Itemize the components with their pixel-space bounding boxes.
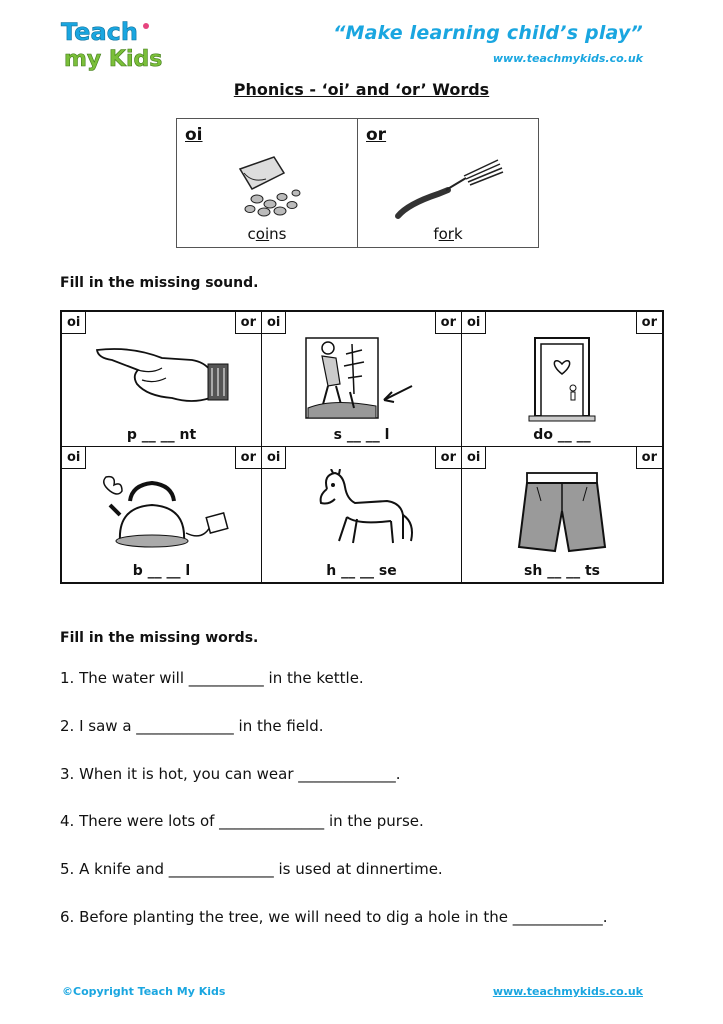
key-sound-label: oi	[185, 125, 203, 145]
tag-or: or	[636, 447, 662, 469]
sentence-6: 6. Before planting the tree, we will need to dig a hole in the ____________.	[60, 908, 608, 926]
word-blank: do __ __	[533, 427, 591, 443]
word-blank: h __ __ se	[326, 563, 397, 579]
tag-or: or	[435, 447, 461, 469]
key-cell-or	[357, 119, 538, 247]
sentence-3: 3. When it is hot, you can wear _____________.	[60, 765, 401, 783]
section2-instruction: Fill in the missing words.	[60, 630, 259, 646]
grid-cell-horse	[262, 447, 462, 582]
header-website-link[interactable]: www.teachmykids.co.uk	[492, 52, 643, 65]
key-sound-label: or	[366, 125, 387, 145]
tag-oi: oi	[262, 312, 286, 334]
door-icon	[527, 336, 597, 422]
page-title: Phonics - ‘oi’ and ‘or’ Words	[233, 80, 490, 99]
footer-website-link[interactable]: www.teachmykids.co.uk	[492, 985, 643, 998]
svg-text:Teach: Teach	[61, 18, 138, 46]
tag-oi: oi	[462, 447, 486, 469]
tag-or: or	[235, 447, 261, 469]
shorts-icon	[517, 471, 607, 555]
coins-purse-icon	[222, 149, 312, 224]
sentence-4: 4. There were lots of ______________ in the purse.	[60, 812, 424, 830]
sentence-2: 2. I saw a _____________ in the field.	[60, 717, 324, 735]
missing-sound-grid	[60, 310, 664, 584]
word-blank: p __ __ nt	[126, 427, 197, 443]
sentence-5: 5. A knife and ______________ is used at dinnertime.	[60, 860, 443, 878]
tag-oi: oi	[262, 447, 286, 469]
tag-oi: oi	[62, 447, 86, 469]
word-blank: sh __ __ ts	[524, 563, 600, 579]
tag-oi: oi	[462, 312, 486, 334]
key-word-fork: fork	[433, 225, 463, 243]
teachmykids-logo	[58, 16, 163, 72]
key-cell-oi	[177, 119, 357, 247]
tag-or: or	[235, 312, 261, 334]
tag-or: or	[636, 312, 662, 334]
grid-cell-door	[462, 312, 662, 447]
tag-or: or	[435, 312, 461, 334]
footer-copyright: ©Copyright Teach My Kids	[62, 985, 226, 998]
grid-cell-point	[62, 312, 262, 447]
section1-instruction: Fill in the missing sound.	[60, 275, 259, 291]
grid-cell-soil	[262, 312, 462, 447]
word-blank: b __ __ l	[132, 563, 191, 579]
pointing-hand-icon	[92, 338, 232, 408]
sentence-1: 1. The water will __________ in the kettle.	[60, 669, 364, 687]
svg-text:my Kids: my Kids	[64, 47, 163, 72]
tagline: “Make learning child’s play”	[333, 22, 643, 44]
grid-cell-boil	[62, 447, 262, 582]
key-word-coins: coins	[247, 225, 287, 243]
fork-icon	[388, 154, 508, 224]
horse-icon	[307, 469, 417, 551]
sound-key-table	[176, 118, 539, 248]
gardener-soil-icon	[292, 334, 432, 424]
word-blank: s __ __ l	[333, 427, 390, 443]
tag-oi: oi	[62, 312, 86, 334]
kettle-icon	[92, 471, 232, 551]
grid-cell-shorts	[462, 447, 662, 582]
